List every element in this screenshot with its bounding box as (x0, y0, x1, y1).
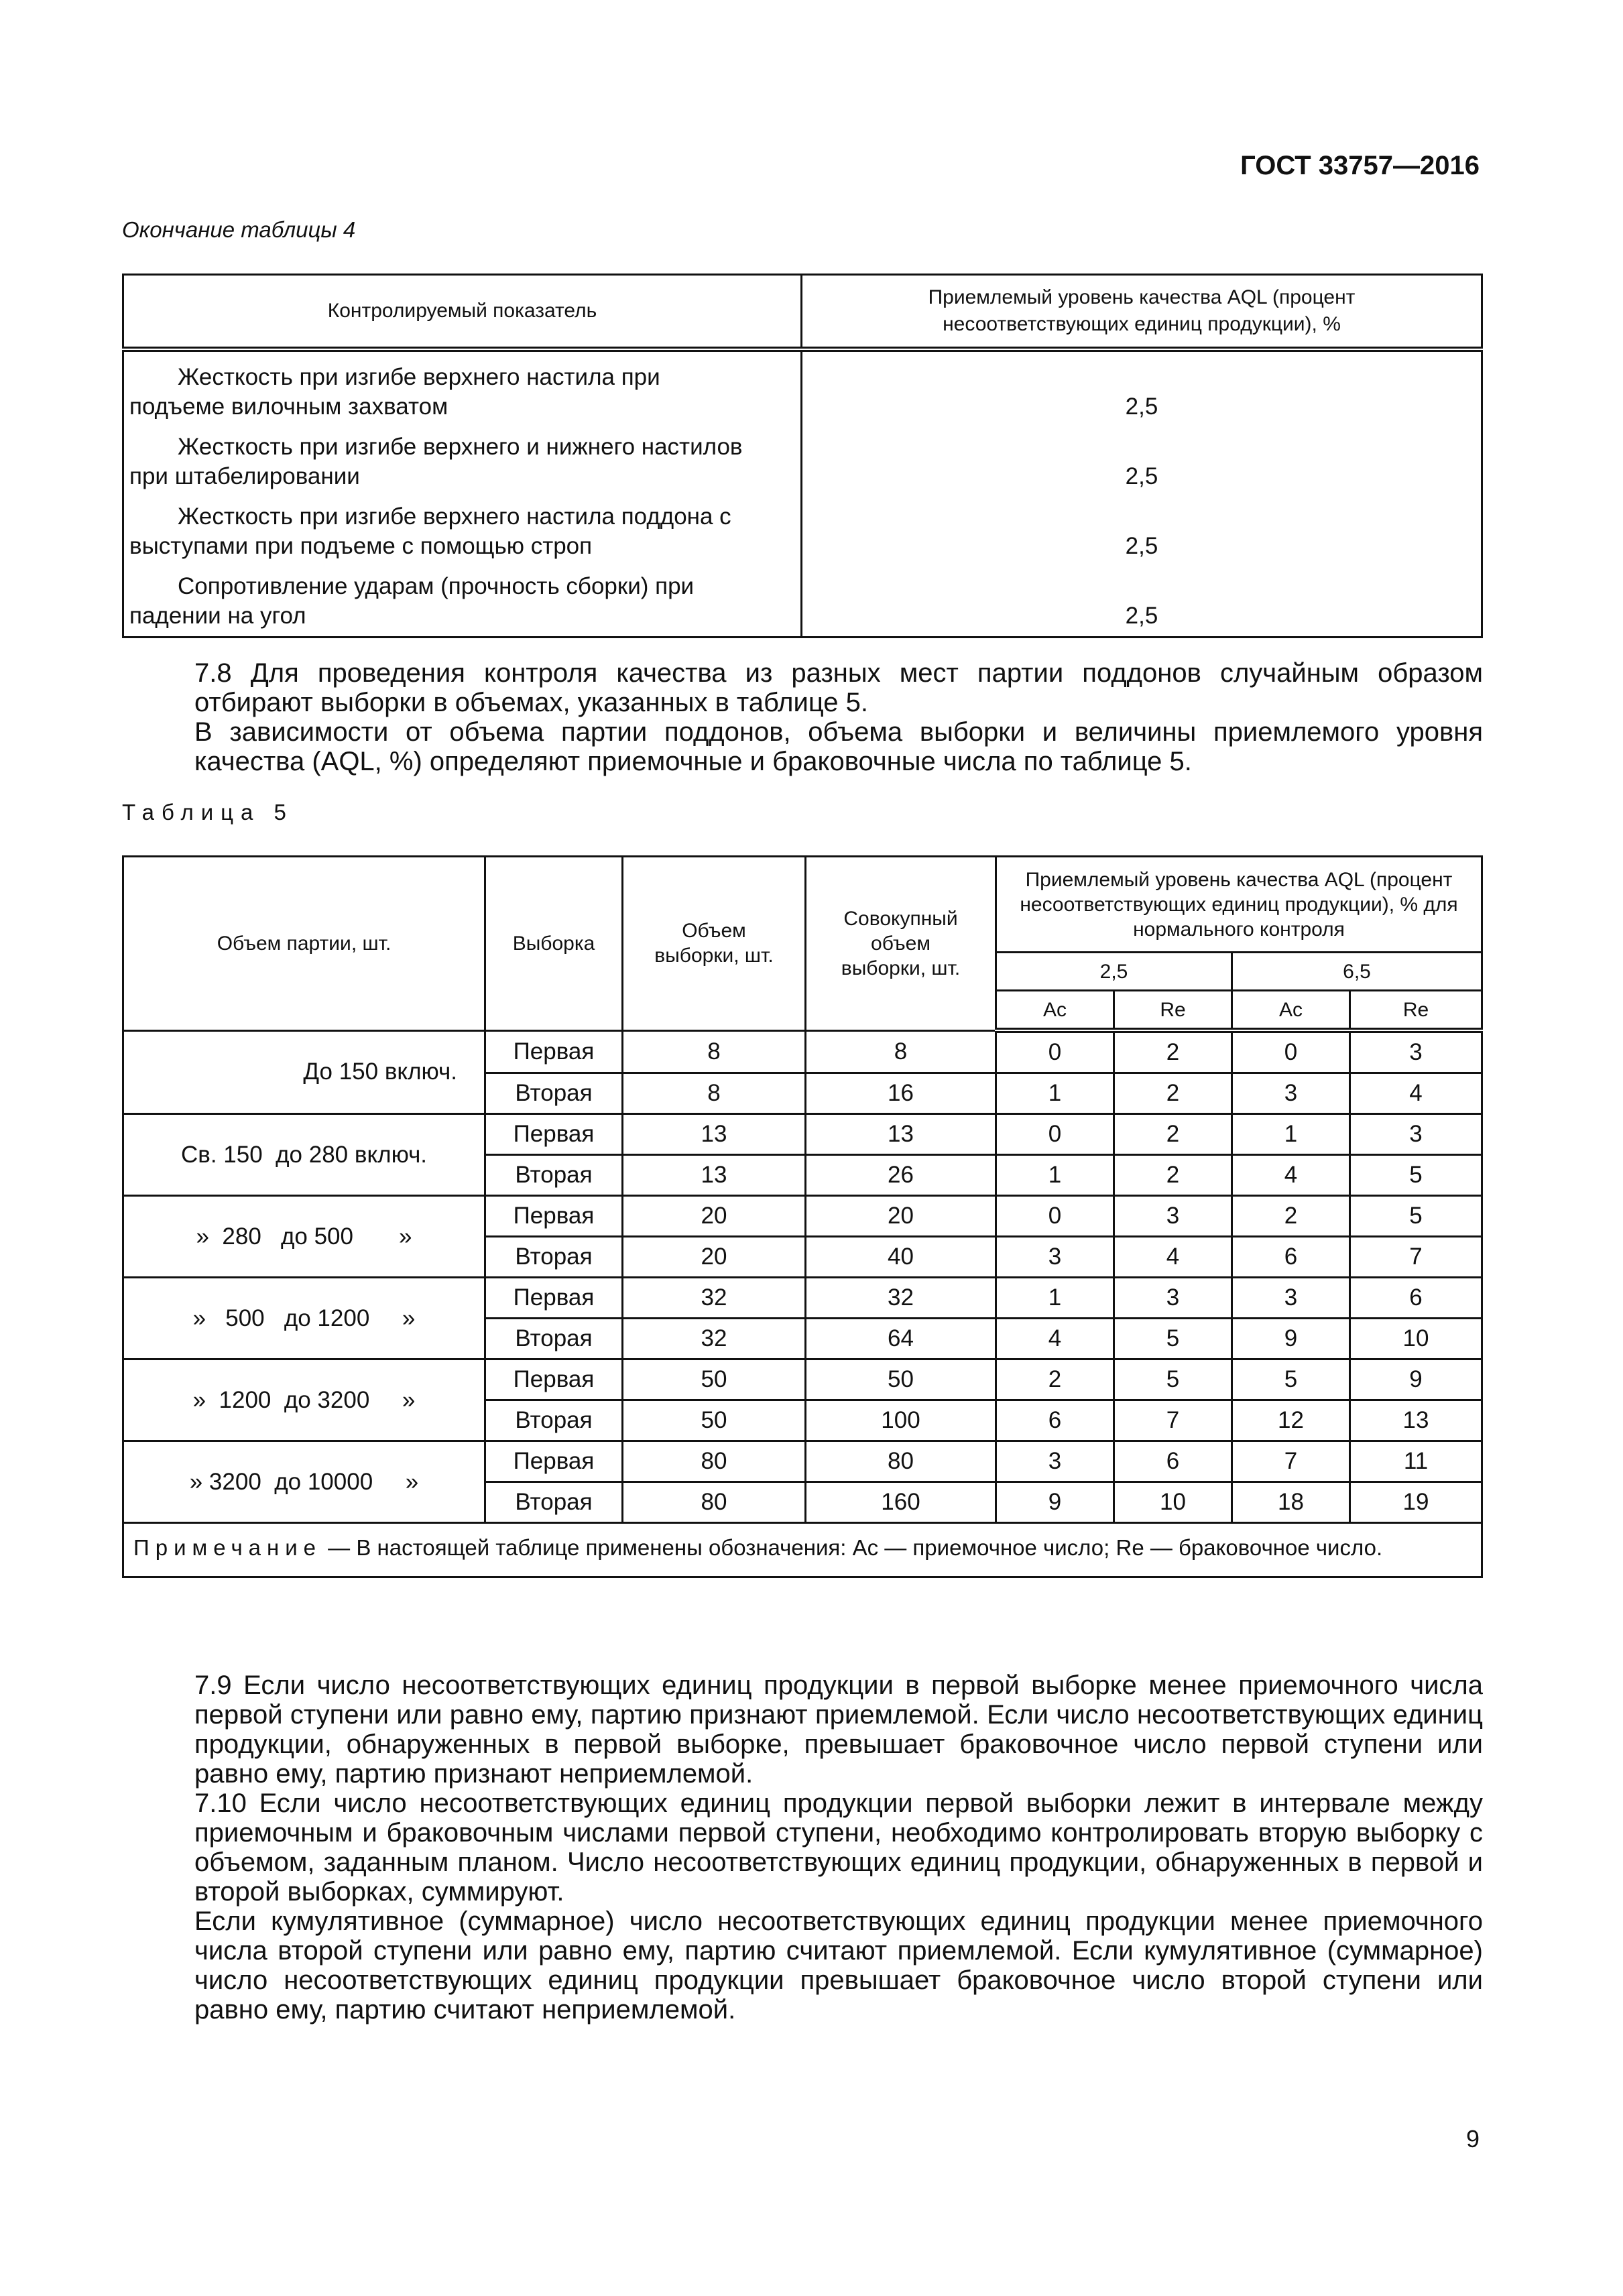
cell-ac1: 1 (996, 1278, 1114, 1319)
lot-size-cell: » 280 до 500 » (123, 1196, 485, 1278)
cell-cum: 80 (806, 1441, 996, 1482)
cell-ac2: 5 (1232, 1360, 1350, 1400)
cell-ac1: 0 (996, 1114, 1114, 1155)
paragraph-text: В зависимости от объема партии поддонов, объема выборки и величины приемлемого уровня качества (AQL, %) определяют приемочные и браковочные числа по таблице 5. (194, 717, 1483, 776)
row-text: выступами при подъеме с помощью строп (129, 533, 593, 559)
table-row (123, 1114, 1482, 1155)
cell-ac2: 18 (1232, 1482, 1350, 1523)
header-re: Re (1350, 991, 1482, 1031)
cell-re2: 6 (1350, 1278, 1482, 1319)
cell-re2: 13 (1350, 1400, 1482, 1441)
table-row (123, 491, 1482, 561)
cell-re1: 4 (1114, 1237, 1232, 1278)
cell-cum: 40 (806, 1237, 996, 1278)
cell-sample: Первая (485, 1030, 623, 1073)
cell-size: 13 (623, 1114, 806, 1155)
row-text: при штабелировании (129, 463, 360, 489)
cell-cum: 32 (806, 1278, 996, 1319)
row-text: падении на угол (129, 603, 306, 629)
cell-re1: 2 (1114, 1030, 1232, 1073)
cell-ac2: 4 (1232, 1155, 1350, 1196)
cell-ac1: 4 (996, 1319, 1114, 1360)
row-text: Жесткость при изгибе верхнего настила поддона с (178, 503, 731, 530)
cell-re1: 2 (1114, 1155, 1232, 1196)
cell-ac2: 3 (1232, 1073, 1350, 1114)
paragraph-text: 7.8 Для проведения контроля качества из разных мест партии поддонов случайным образом отбирают выборки в объемах, указанных в таблице 5. (194, 658, 1483, 717)
header-ac: Ac (1232, 991, 1350, 1031)
table-5-caption: Таблица 5 (122, 800, 294, 825)
cell-size: 80 (623, 1441, 806, 1482)
cell-cum: 160 (806, 1482, 996, 1523)
row-value: 2,5 (1125, 394, 1158, 420)
cell-re1: 6 (1114, 1441, 1232, 1482)
document-code: ГОСТ 33757—2016 (1240, 151, 1480, 180)
cell-ac2: 12 (1232, 1400, 1350, 1441)
cell-size: 20 (623, 1196, 806, 1237)
header-aql-2-5: 2,5 (996, 953, 1232, 991)
cell-sample: Первая (485, 1114, 623, 1155)
paragraphs-7-9-7-10 (122, 1671, 1483, 2025)
cell-sample: Вторая (485, 1073, 623, 1114)
cell-sample: Вторая (485, 1482, 623, 1523)
table-continuation-caption: Окончание таблицы 4 (122, 217, 356, 242)
cell-re2: 10 (1350, 1319, 1482, 1360)
row-text: подъеме вилочным захватом (129, 394, 448, 420)
cell-ac1: 2 (996, 1360, 1114, 1400)
cell-size: 50 (623, 1360, 806, 1400)
row-value: 2,5 (1125, 463, 1158, 489)
cell-cum: 20 (806, 1196, 996, 1237)
cell-ac2: 2 (1232, 1196, 1350, 1237)
cell-size: 32 (623, 1278, 806, 1319)
lot-size-cell: Св. 150 до 280 включ. (123, 1114, 485, 1196)
table-row (123, 1441, 1482, 1482)
table-row (123, 422, 1482, 491)
cell-size: 8 (623, 1073, 806, 1114)
cell-re2: 3 (1350, 1030, 1482, 1073)
cell-ac2: 7 (1232, 1441, 1350, 1482)
cell-re2: 11 (1350, 1441, 1482, 1482)
cell-ac1: 0 (996, 1030, 1114, 1073)
cell-cum: 26 (806, 1155, 996, 1196)
row-text: Жесткость при изгибе верхнего и нижнего настилов (178, 434, 743, 460)
cell-cum: 16 (806, 1073, 996, 1114)
cell-sample: Вторая (485, 1237, 623, 1278)
cell-ac1: 1 (996, 1073, 1114, 1114)
cell-cum: 8 (806, 1030, 996, 1073)
table-row (123, 561, 1482, 638)
cell-cum: 13 (806, 1114, 996, 1155)
cell-sample: Первая (485, 1196, 623, 1237)
header-size: Объем выборки, шт. (623, 857, 806, 1031)
cell-ac1: 3 (996, 1441, 1114, 1482)
cell-re2: 3 (1350, 1114, 1482, 1155)
header-lot: Объем партии, шт. (123, 857, 485, 1031)
cell-re1: 3 (1114, 1196, 1232, 1237)
row-text: Сопротивление ударам (прочность сборки) при (178, 573, 695, 599)
paragraph-7-8 (122, 658, 1483, 776)
cell-cum: 50 (806, 1360, 996, 1400)
row-value: 2,5 (1125, 533, 1158, 559)
cell-size: 32 (623, 1319, 806, 1360)
cell-cum: 64 (806, 1319, 996, 1360)
header-re: Re (1114, 991, 1232, 1031)
table-row (123, 1360, 1482, 1400)
cell-ac2: 3 (1232, 1278, 1350, 1319)
cell-re1: 5 (1114, 1319, 1232, 1360)
cell-re1: 5 (1114, 1360, 1232, 1400)
table-row (123, 349, 1482, 422)
cell-sample: Вторая (485, 1319, 623, 1360)
cell-cum: 100 (806, 1400, 996, 1441)
cell-re1: 10 (1114, 1482, 1232, 1523)
table-note (123, 1523, 1482, 1577)
table4-header-indicator: Контролируемый показатель (123, 275, 802, 350)
cell-size: 80 (623, 1482, 806, 1523)
cell-re2: 5 (1350, 1155, 1482, 1196)
note-label: Примечание (133, 1535, 322, 1560)
cell-ac2: 9 (1232, 1319, 1350, 1360)
table-4 (122, 274, 1483, 638)
header-aql-6-5: 6,5 (1232, 953, 1482, 991)
row-text: Жесткость при изгибе верхнего настила при (178, 364, 660, 390)
table-5 (122, 855, 1483, 1578)
paragraph-text: Если кумулятивное (суммарное) число несоответствующих единиц продукции менее приемочного числа второй ступени или равно ему, партию считают приемлемой. Если кумулятивное (суммарное) число несоответствующих единиц продукции превышает браковочное число второй ступени или равно ему, партию считают неприемлемой. (194, 1907, 1483, 2025)
cell-ac1: 3 (996, 1237, 1114, 1278)
cell-re2: 9 (1350, 1360, 1482, 1400)
cell-sample: Вторая (485, 1400, 623, 1441)
cell-ac1: 1 (996, 1155, 1114, 1196)
cell-re1: 7 (1114, 1400, 1232, 1441)
cell-re2: 7 (1350, 1237, 1482, 1278)
cell-ac1: 9 (996, 1482, 1114, 1523)
cell-ac1: 0 (996, 1196, 1114, 1237)
header-cumulative: Совокупный объем выборки, шт. (806, 857, 996, 1031)
table-row (123, 1196, 1482, 1237)
cell-size: 20 (623, 1237, 806, 1278)
note-text: — В настоящей таблице применены обозначения: Ac — приемочное число; Re — браковочное число. (322, 1535, 1383, 1560)
header-aql: Приемлемый уровень качества AQL (процент несоответствующих единиц продукции), % для нормального контроля (996, 857, 1482, 953)
cell-re1: 2 (1114, 1073, 1232, 1114)
cell-re1: 3 (1114, 1278, 1232, 1319)
cell-re2: 19 (1350, 1482, 1482, 1523)
lot-size-cell: » 1200 до 3200 » (123, 1360, 485, 1441)
cell-sample: Первая (485, 1360, 623, 1400)
paragraph-text: 7.9 Если число несоответствующих единиц продукции в первой выборке менее приемочного числа первой ступени или равно ему, партию признают приемлемой. Если число несоответствующих единиц продукции, обнаруженных в первой выборке, превышает браковочное число первой ступени или равно ему, партию признают неприемлемой. (194, 1671, 1483, 1789)
cell-ac1: 6 (996, 1400, 1114, 1441)
lot-size-cell: » 500 до 1200 » (123, 1278, 485, 1360)
cell-re2: 5 (1350, 1196, 1482, 1237)
paragraph-text: 7.10 Если число несоответствующих единиц продукции первой выборки лежит в интервале между приемочным и браковочным числами первой ступени, необходимо контролировать вторую выборку с объемом, заданным планом. Число несоответствующих единиц продукции, обнаруженных в первой и второй выборках, суммируют. (194, 1789, 1483, 1907)
cell-ac2: 1 (1232, 1114, 1350, 1155)
cell-re1: 2 (1114, 1114, 1232, 1155)
cell-sample: Первая (485, 1278, 623, 1319)
cell-re2: 4 (1350, 1073, 1482, 1114)
header-sample: Выборка (485, 857, 623, 1031)
cell-ac2: 6 (1232, 1237, 1350, 1278)
cell-ac2: 0 (1232, 1030, 1350, 1073)
row-value: 2,5 (1125, 603, 1158, 629)
table-row (123, 1030, 1482, 1073)
table4-header-aql: Приемлемый уровень качества AQL (процент несоответствующих единиц продукции), % (802, 275, 1482, 350)
cell-size: 50 (623, 1400, 806, 1441)
cell-sample: Вторая (485, 1155, 623, 1196)
cell-sample: Первая (485, 1441, 623, 1482)
page-number: 9 (1465, 2125, 1480, 2153)
cell-size: 8 (623, 1030, 806, 1073)
header-ac: Ac (996, 991, 1114, 1031)
lot-size-cell: До 150 включ. (123, 1030, 485, 1114)
cell-size: 13 (623, 1155, 806, 1196)
table-row (123, 1278, 1482, 1319)
lot-size-cell: » 3200 до 10000 » (123, 1441, 485, 1523)
